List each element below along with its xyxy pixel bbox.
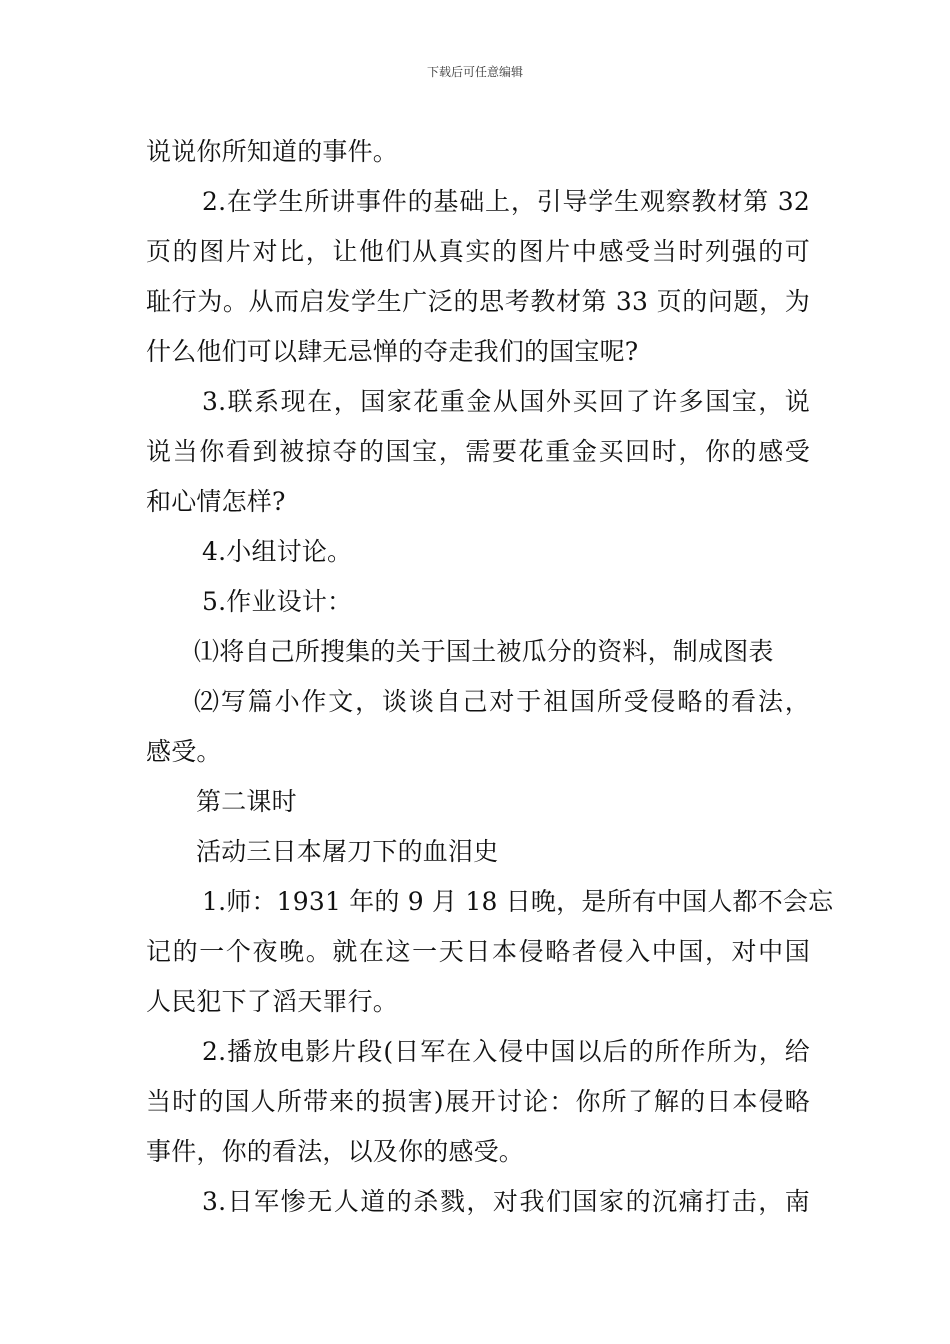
text-line: 和心情怎样?	[146, 487, 286, 516]
text-line: 感受。	[146, 737, 222, 766]
paragraph-line: 2.播放电影片段(日军在入侵中国以后的所作所为，给	[202, 1037, 810, 1066]
paragraph-line: 4.小组讨论。	[202, 537, 353, 566]
paragraph-line: 1.师：1931 年的 9 月 18 日晚，是所有中国人都不会忘	[202, 887, 834, 916]
text-line: 什么他们可以肆无忌惮的夺走我们的国宝呢?	[146, 337, 639, 366]
section-heading: 第二课时	[196, 787, 297, 816]
text-line: 说当你看到被掠夺的国宝，需要花重金买回时，你的感受	[146, 437, 810, 466]
text-line: 人民犯下了滔天罪行。	[146, 987, 399, 1016]
paragraph-line: 2.在学生所讲事件的基础上，引导学生观察教材第 32	[202, 187, 810, 216]
list-item-line: ⑵写篇小作文，谈谈自己对于祖国所受侵略的看法，	[194, 687, 810, 716]
paragraph-line: 3.日军惨无人道的杀戮，对我们国家的沉痛打击，南	[202, 1187, 810, 1216]
text-line: 说说你所知道的事件。	[146, 137, 399, 166]
text-line: 页的图片对比，让他们从真实的图片中感受当时列强的可	[146, 237, 810, 266]
list-item-line: ⑴将自己所搜集的关于国土被瓜分的资料，制成图表	[194, 637, 774, 666]
paragraph-line: 3.联系现在，国家花重金从国外买回了许多国宝，说	[202, 387, 810, 416]
page-header: 下载后可任意编辑	[426, 65, 523, 79]
document-body	[146, 127, 834, 1227]
text-line: 事件，你的看法，以及你的感受。	[146, 1137, 525, 1166]
text-line: 记的一个夜晚。就在这一天日本侵略者侵入中国，对中国	[146, 937, 810, 966]
text-line: 耻行为。从而启发学生广泛的思考教材第 33 页的问题，为	[146, 287, 810, 316]
text-line: 当时的国人所带来的损害)展开讨论：你所了解的日本侵略	[146, 1087, 810, 1116]
activity-heading: 活动三日本屠刀下的血泪史	[196, 837, 499, 866]
paragraph-line: 5.作业设计：	[202, 587, 353, 616]
